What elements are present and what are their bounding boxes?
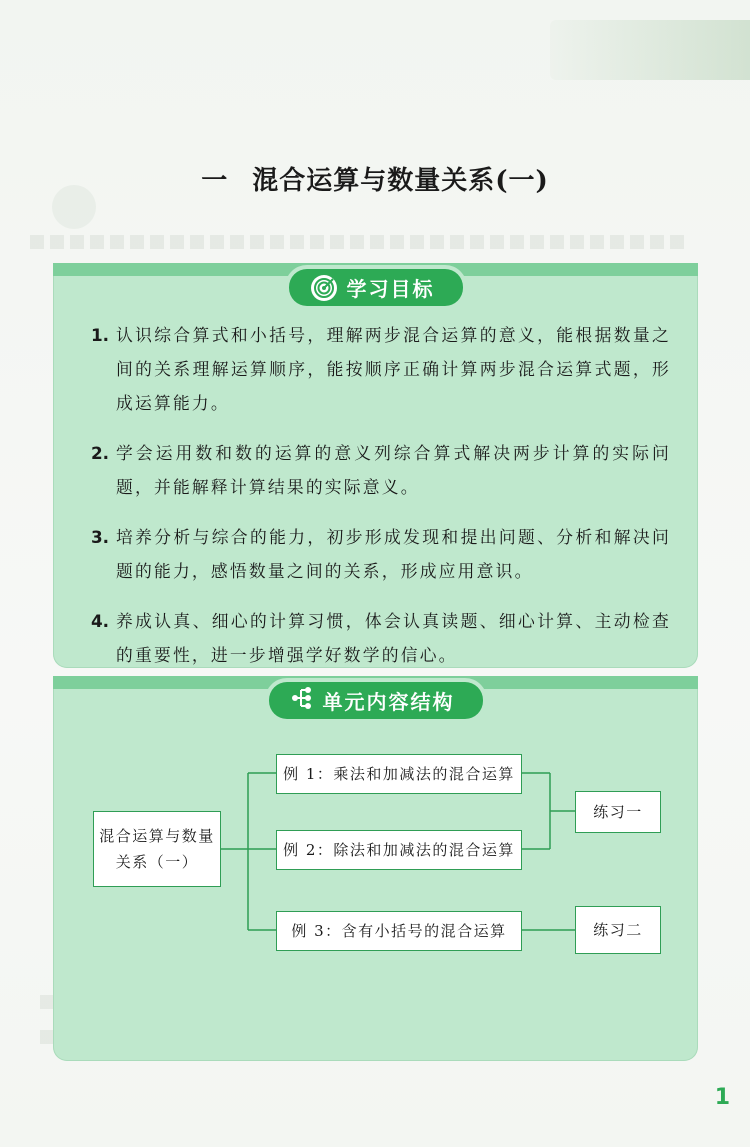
goal-list (91, 318, 671, 688)
structure-root-box (93, 811, 221, 887)
show-through-strip (550, 20, 750, 80)
example-label: 例 1：乘法和加减法的混合运算 (283, 765, 515, 783)
example-label: 例 2：除法和加减法的混合运算 (283, 841, 515, 859)
target-icon (311, 275, 337, 301)
exercise-label: 练习二 (593, 921, 643, 939)
page-number: 1 (714, 1085, 730, 1110)
goal-number: 2. (91, 443, 110, 463)
goal-number: 4. (91, 611, 110, 631)
chapter-number: 一 (201, 166, 229, 196)
goal-item (91, 436, 671, 504)
structure-root-label: 混合运算与数量关系（一） (99, 827, 215, 871)
exercise-box (575, 791, 661, 833)
learning-goals-badge (289, 269, 463, 306)
goal-item (91, 318, 671, 420)
goal-number: 1. (91, 325, 110, 345)
example-box (276, 830, 522, 870)
goal-item (91, 604, 671, 672)
goal-number: 3. (91, 527, 110, 547)
example-label: 例 3：含有小括号的混合运算 (291, 922, 507, 940)
exercise-box (575, 906, 661, 954)
goal-text: 认识综合算式和小括号，理解两步混合运算的意义，能根据数量之间的关系理解运算顺序，能按顺序正确计算两步混合运算式题，形成运算能力。 (116, 325, 671, 413)
unit-structure-panel (53, 676, 698, 1061)
chapter-title-text: 混合运算与数量关系(一) (252, 166, 549, 196)
goal-text: 养成认真、细心的计算习惯，体会认真读题、细心计算、主动检查的重要性，进一步增强学好数学的信心。 (116, 611, 671, 665)
example-box (276, 911, 522, 951)
goal-text: 学会运用数和数的运算的意义列综合算式解决两步计算的实际问题，并能解释计算结果的实际意义。 (116, 443, 671, 497)
example-box (276, 754, 522, 794)
goal-text: 培养分析与综合的能力，初步形成发现和提出问题、分析和解决问题的能力，感悟数量之间的关系，形成应用意识。 (116, 527, 671, 581)
exercise-label: 练习一 (593, 803, 643, 821)
goal-item (91, 520, 671, 588)
learning-goals-heading: 学习目标 (346, 277, 435, 301)
unit-structure-heading: 单元内容结构 (322, 690, 455, 714)
learning-goals-panel (53, 263, 698, 668)
chapter-title (0, 160, 750, 197)
